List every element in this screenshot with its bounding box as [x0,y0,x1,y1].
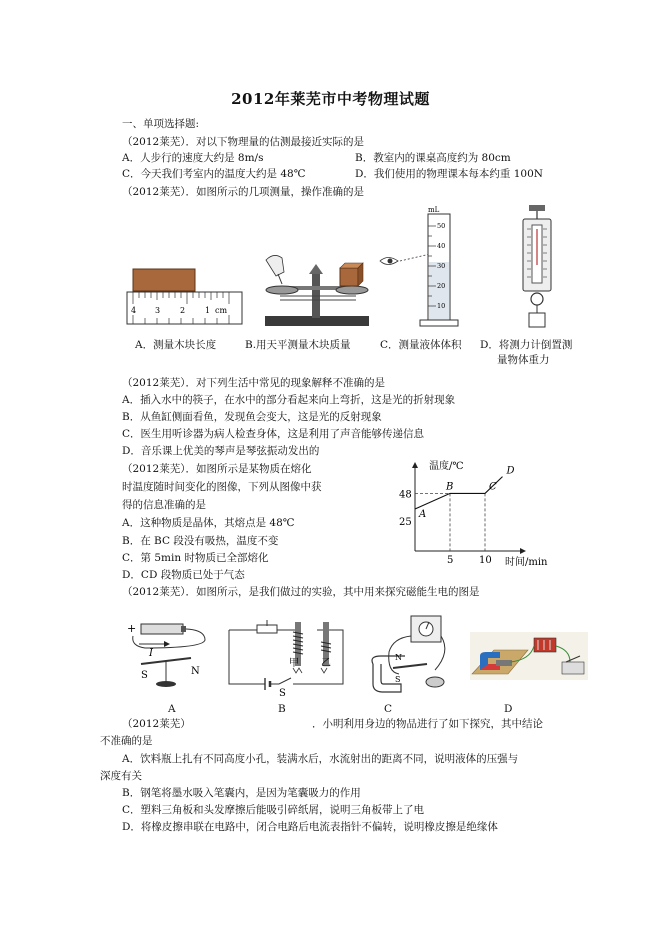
q4-option-b: B．在 BC 段没有吸热，温度不变 [122,535,279,547]
q4-option-a: A．这种物质是晶体，其熔点是 48℃ [122,517,295,529]
needle-pole-s: S [141,670,148,681]
point-label-b: B [446,481,454,493]
section-heading: 一、单项选择题: [122,118,200,130]
x-axis-label: 时间/min [505,557,548,568]
motor-figure [470,630,588,682]
cylinder-unit: mL [428,206,440,214]
q4-stem-line1: （2012莱芜）．如图所示是某物质在熔化 [122,463,312,475]
q6-option-d: D．将橡皮擦串联在电路中，闭合电路后电流表指针不偏转，说明橡皮擦是绝缘体 [122,821,498,833]
q6-option-c: C．塑料三角板和头发摩擦后能吸引碎纸屑，说明三角板带上了电 [122,804,425,816]
magnet-pole-s: S [395,675,401,684]
cylinder-tick: 50 [437,222,446,230]
q6-stem-line2: 不准确的是 [100,735,153,747]
q6-stem: ．小明利用身边的物品进行了如下探究，其中结论 [312,718,543,730]
balance-figure [260,250,375,332]
ruler-tick-label: 4 [131,306,137,315]
cylinder-tick: 20 [437,282,446,290]
q6-option-a-line2: 深度有关 [100,770,142,782]
cylinder-tick: 40 [437,242,446,250]
electromagnet-yi: 乙 [321,658,331,669]
ruler-tick-label: 3 [155,306,161,315]
q3-stem: （2012莱芜）．对下列生活中常见的现象解释不准确的是 [122,377,385,389]
y-tick-label: 48 [399,489,412,501]
q5-label-c: C [384,703,393,715]
galvanometer-figure [365,612,455,694]
battery-plus-sign: + [127,622,137,635]
melting-chart [365,455,565,570]
q6-stem-source: （2012莱芜） [122,718,191,730]
q1-option-c: C．今天我们考室内的温度大约是 48℃ [122,168,306,180]
electromagnet-figure [225,612,355,697]
ruler-tick-label: 1 [205,306,211,315]
q5-label-b: B [278,703,286,715]
oersted-figure [125,618,215,693]
q3-option-c: C．医生用听诊器为病人检查身体，这是利用了声音能够传递信息 [122,428,425,440]
y-axis-label: 温度/℃ [429,461,464,472]
q2-caption-a: A．测量木块长度 [135,339,217,351]
cylinder-tick: 10 [437,302,446,310]
q3-option-d: D．音乐课上优美的琴声是琴弦振动发出的 [122,445,320,457]
point-label-a: A [419,509,427,520]
ruler-tick-label: 2 [180,306,186,315]
q5-stem: （2012莱芜）．如图所示，是我们做过的实验，其中用来探究磁能生电的图是 [122,586,480,598]
point-label-c: C [489,481,497,493]
q4-option-c: C．第 5min 时物质已全部熔化 [122,552,269,564]
q3-option-a: A．插入水中的筷子，在水中的部分看起来向上弯折，这是光的折射现象 [122,394,456,406]
q3-option-b: B．从鱼缸侧面看鱼，发现鱼会变大，这是光的反射现象 [122,411,382,423]
q1-stem: （2012莱芜）．对以下物理量的估测最接近实际的是 [122,136,364,148]
q2-caption-d-line1: D．将测力计倒置测 [480,339,573,351]
needle-pole-n: N [191,666,200,677]
ruler-block-figure [125,265,245,331]
magnet-pole-n: N [395,653,402,662]
ruler-unit-label: cm [215,306,228,315]
q5-label-d: D [504,703,513,715]
current-label: I [149,648,153,659]
q6-option-b: B．钢笔将墨水吸入笔囊内，是因为笔囊吸力的作用 [122,787,361,799]
q2-caption-b: B.用天平测量木块质量 [245,339,351,351]
q2-stem: （2012莱芜）．如图所示的几项测量，操作准确的是 [122,186,364,198]
electromagnet-jia: 甲 [289,658,299,669]
y-tick-label: 25 [399,517,412,528]
q1-option-d: D．我们使用的物理课本每本约重 100N [355,168,543,180]
q5-label-a: A [168,703,176,715]
q4-stem-line3: 得的信息准确的是 [122,499,206,511]
measuring-cylinder-figure [378,206,456,332]
x-tick-label: 10 [479,555,492,566]
page-title: 2012年莱芜市中考物理试题 [231,90,430,108]
switch-label: S [279,688,286,699]
q6-option-a-line1: A．饮料瓶上扎有不同高度小孔，装满水后，水流射出的距离不同，说明液体的压强与 [122,753,519,765]
q2-caption-d-line2: 量物体重力 [497,354,550,366]
point-label-d: D [506,465,515,477]
q1-option-a: A．人步行的速度大约是 8m/s [122,152,264,164]
q4-stem-line2: 时温度随时间变化的图像，下列从图像中获 [122,481,322,493]
spring-scale-figure [515,205,565,330]
q4-option-d: D．CD 段物质已处于气态 [122,569,245,581]
cylinder-tick: 30 [437,262,446,270]
q1-option-b: B．教室内的课桌高度约为 80cm [355,152,511,164]
x-tick-label: 5 [447,555,454,566]
q2-caption-c: C．测量液体体积 [380,339,462,351]
